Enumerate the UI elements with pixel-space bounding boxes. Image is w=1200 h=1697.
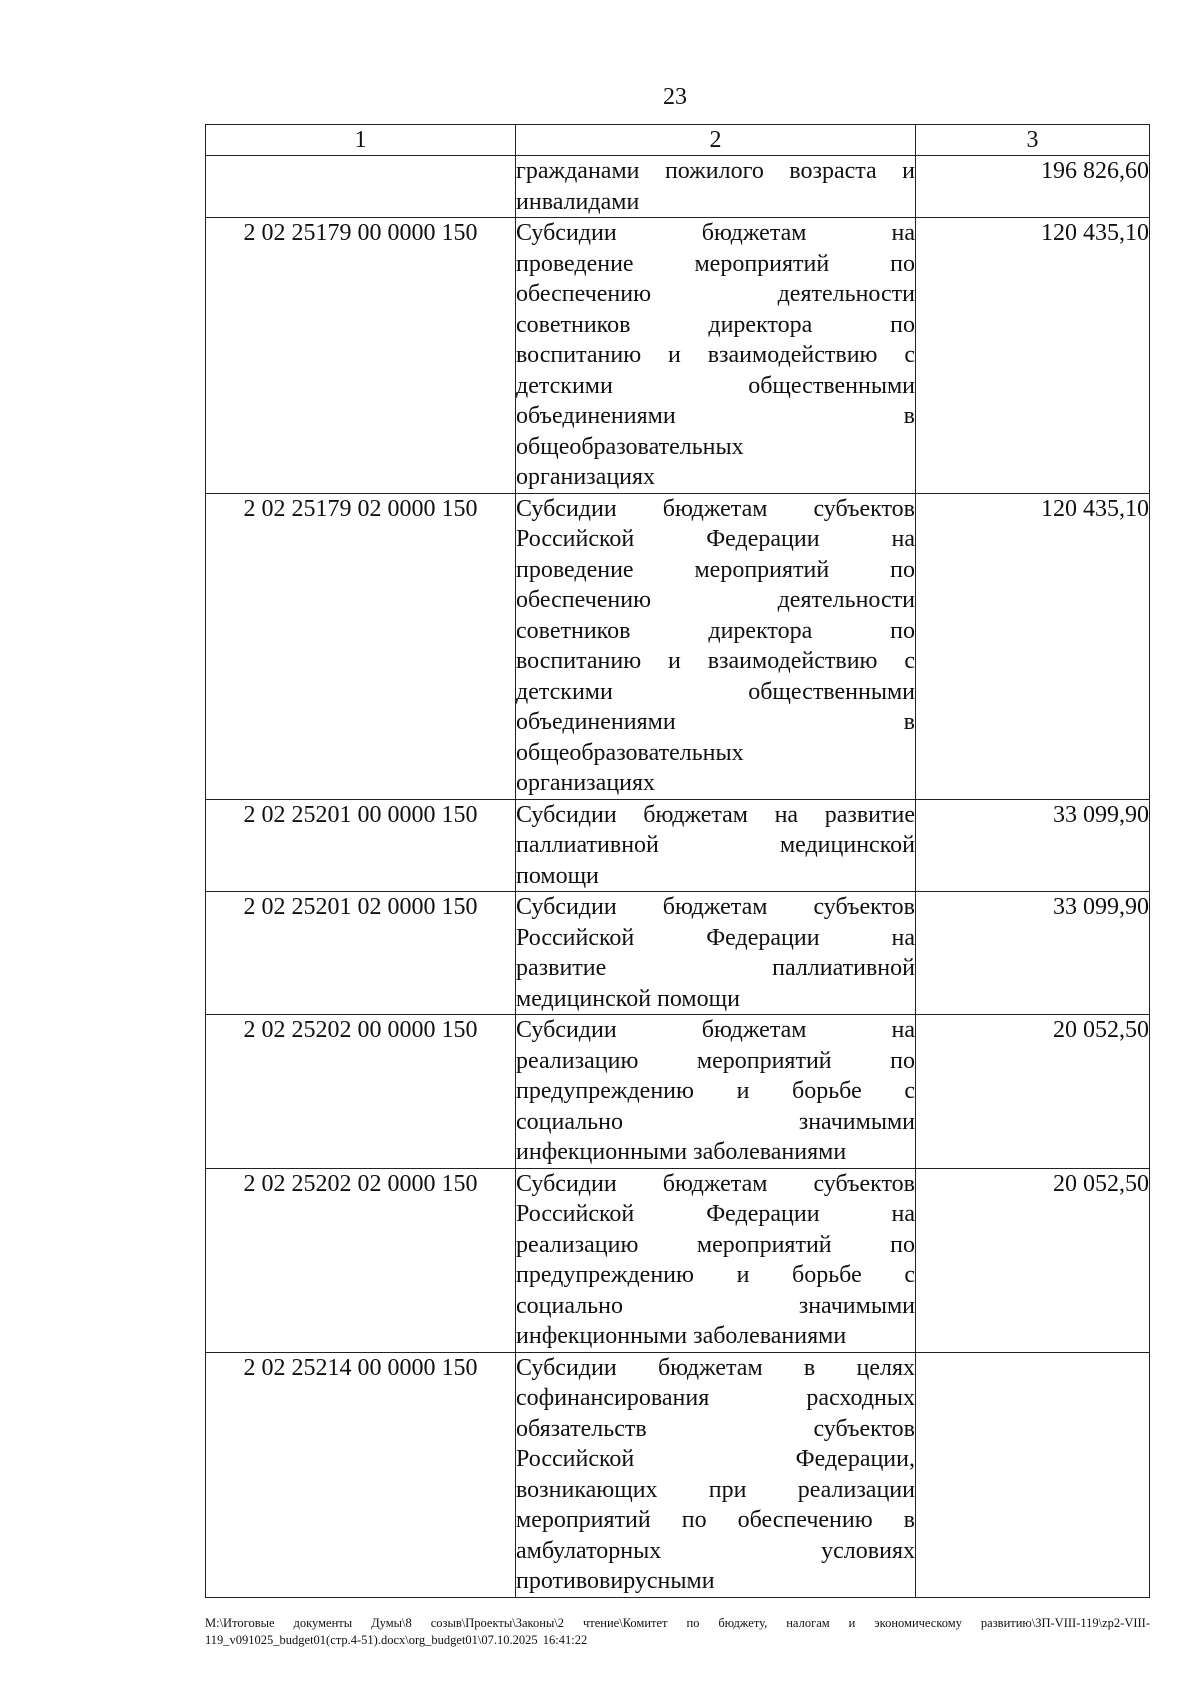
description-line: воспитанию и взаимодействию с <box>516 648 915 674</box>
table-row <box>206 1352 1150 1597</box>
description-line: Российской Федерации на <box>516 526 915 552</box>
description-cell <box>516 1168 916 1352</box>
budget-code-cell <box>206 156 516 218</box>
description-line: Субсидии бюджетам субъектов <box>516 495 915 522</box>
amount-cell: 196 826,60 <box>916 156 1150 218</box>
description-line: проведение мероприятий по <box>516 250 915 277</box>
table-body <box>206 156 1150 1598</box>
budget-code-cell: 2 02 25202 00 0000 150 <box>206 1015 516 1169</box>
description-line: помощи <box>516 862 599 889</box>
description-line: Российской Федерации на <box>516 1201 915 1227</box>
table-row <box>206 1015 1150 1169</box>
description-line: объединениями в <box>516 709 915 735</box>
amount-cell <box>916 1352 1150 1597</box>
description-line: амбулаторных условиях <box>516 1537 915 1564</box>
description-line: предупреждению и борьбе с <box>516 1262 915 1288</box>
description-line: общеобразовательных <box>516 739 744 766</box>
description-line: паллиативной медицинской <box>516 832 915 858</box>
budget-code-cell: 2 02 25201 02 0000 150 <box>206 892 516 1015</box>
description-line: объединениями в <box>516 403 915 429</box>
description-cell <box>516 493 916 799</box>
column-header-1: 1 <box>206 125 516 156</box>
description-line: обязательств субъектов <box>516 1415 915 1442</box>
page-number: 23 <box>663 84 687 110</box>
description-line: социально значимыми <box>516 1108 915 1135</box>
description-line: воспитанию и взаимодействию с <box>516 342 915 368</box>
table-row <box>206 493 1150 799</box>
description-line: возникающих при реализации <box>516 1476 915 1503</box>
table-row <box>206 799 1150 892</box>
description-cell <box>516 799 916 892</box>
description-line: софинансирования расходных <box>516 1385 915 1411</box>
description-line: обеспечению деятельности <box>516 587 915 613</box>
budget-code-cell: 2 02 25179 02 0000 150 <box>206 493 516 799</box>
description-line: проведение мероприятий по <box>516 556 915 583</box>
column-header-2: 2 <box>516 125 916 156</box>
description-line: Российской Федерации на <box>516 924 915 951</box>
table-row <box>206 156 1150 218</box>
description-line: советников директора по <box>516 617 915 644</box>
description-line: детскими общественными <box>516 372 915 399</box>
description-line: развитие паллиативной <box>516 955 915 981</box>
description-line: Субсидии бюджетам субъектов <box>516 1170 915 1197</box>
description-line: медицинской помощи <box>516 985 740 1012</box>
amount-cell: 120 435,10 <box>916 218 1150 494</box>
amount-cell: 33 099,90 <box>916 799 1150 892</box>
description-line: организациях <box>516 770 656 796</box>
description-line: Субсидии бюджетам субъектов <box>516 894 915 920</box>
description-cell <box>516 1015 916 1169</box>
description-line: Российской Федерации, <box>516 1446 915 1472</box>
column-header-3: 3 <box>916 125 1150 156</box>
description-line: организациях <box>516 464 656 490</box>
description-cell <box>516 1352 916 1597</box>
description-line: инвалидами <box>516 188 640 215</box>
amount-cell: 20 052,50 <box>916 1015 1150 1169</box>
description-line: Субсидии бюджетам на <box>516 220 915 246</box>
table-row <box>206 218 1150 494</box>
description-line: мероприятий по обеспечению в <box>516 1507 915 1533</box>
description-cell <box>516 156 916 218</box>
description-line: Субсидии бюджетам в целях <box>516 1354 915 1381</box>
description-cell <box>516 218 916 494</box>
description-cell <box>516 892 916 1015</box>
budget-code-cell: 2 02 25202 02 0000 150 <box>206 1168 516 1352</box>
description-line: гражданами пожилого возраста и <box>516 158 915 184</box>
description-line: инфекционными заболеваниями <box>516 1139 847 1165</box>
document-file-path: M:\Итоговые документы Думы\8 созыв\Проекты\Законы\2 чтение\Комитет по бюджету, налогам и экономическому развитию\ЗП-VIII-119\zp2-VIII-119_v091025_budget01(стр.4-51).docx\org_budget01\07.10.2025 16:41:22 <box>205 1616 1150 1647</box>
table-row <box>206 892 1150 1015</box>
description-line: реализацию мероприятий по <box>516 1231 915 1258</box>
description-line: советников директора по <box>516 311 915 338</box>
description-line: Субсидии бюджетам на <box>516 1017 915 1043</box>
description-line: обеспечению деятельности <box>516 281 915 307</box>
amount-cell: 20 052,50 <box>916 1168 1150 1352</box>
budget-code-cell: 2 02 25179 00 0000 150 <box>206 218 516 494</box>
budget-code-cell: 2 02 25214 00 0000 150 <box>206 1352 516 1597</box>
description-line: предупреждению и борьбе с <box>516 1078 915 1104</box>
amount-cell: 33 099,90 <box>916 892 1150 1015</box>
budget-code-cell: 2 02 25201 00 0000 150 <box>206 799 516 892</box>
description-line: реализацию мероприятий по <box>516 1047 915 1074</box>
table-row <box>206 1168 1150 1352</box>
budget-table <box>205 124 1150 1598</box>
description-line: противовирусными <box>516 1568 715 1594</box>
amount-cell: 120 435,10 <box>916 493 1150 799</box>
description-line: Субсидии бюджетам на развитие <box>516 801 915 828</box>
description-line: инфекционными заболеваниями <box>516 1323 847 1349</box>
table-header-row <box>206 125 1150 156</box>
description-line: социально значимыми <box>516 1292 915 1319</box>
description-line: общеобразовательных <box>516 433 744 460</box>
description-line: детскими общественными <box>516 678 915 705</box>
